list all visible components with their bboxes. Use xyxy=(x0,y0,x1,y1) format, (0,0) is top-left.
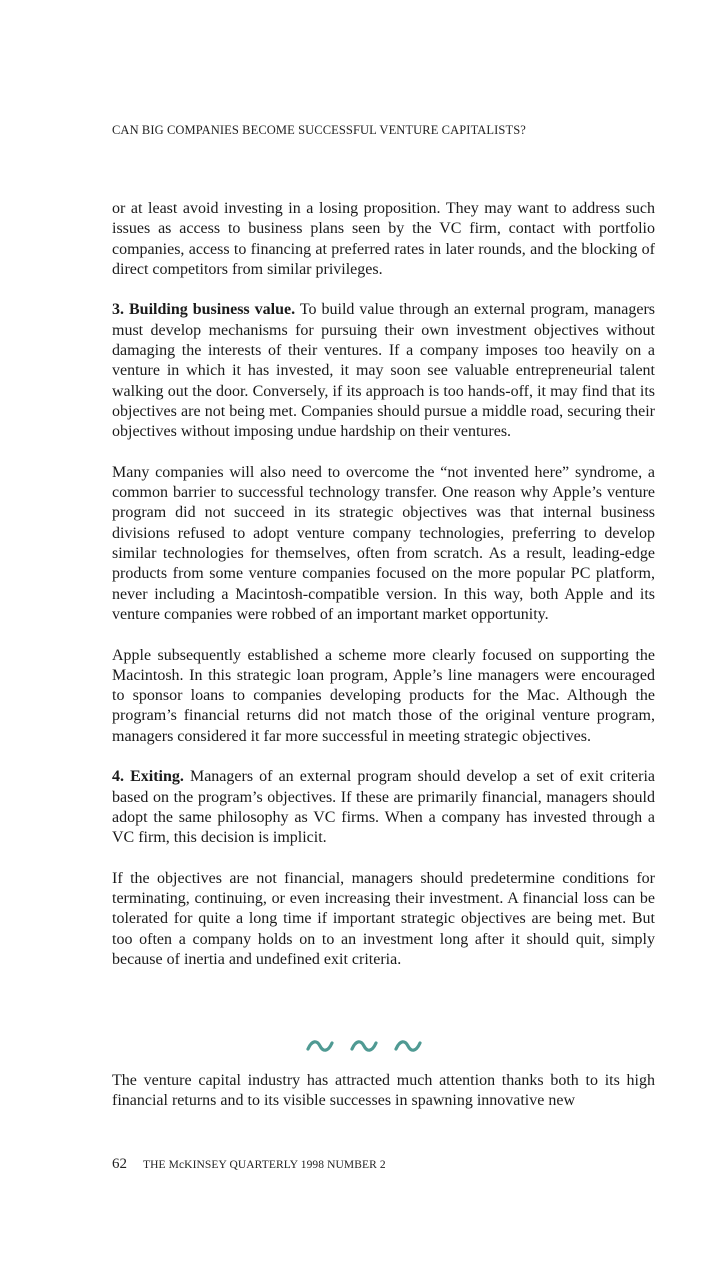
section-heading: 3. Building business value. xyxy=(112,301,296,319)
paragraph xyxy=(112,767,655,848)
wave-ornament-icon xyxy=(349,1037,379,1055)
journal-name: THE McKINSEY QUARTERLY 1998 NUMBER 2 xyxy=(143,1159,386,1171)
wave-ornament-icon xyxy=(393,1037,423,1055)
paragraph-text: To build value through an external program, managers must develop mechanisms for pursuing their own investment objectives without damaging the interests of their ventures. If a company imposes too heavily on a venture in which it has invested, it may soon see valuable entrepreneurial talent walking out the door. Conversely, if its approach is too hands-off, it may find that its objectives are not being met. Companies should pursue a middle road, securing their objectives without imposing undue hardship on their ventures. xyxy=(112,301,656,441)
paragraph: Many companies will also need to overcome the “not invented here” syndrome, a common barrier to successful technology transfer. One reason why Apple’s venture program did not succeed in its strategic objectives was that internal business divisions refused to adopt venture company technologies, preferring to develop similar technologies for themselves, often from scratch. As a result, leading-edge products from some venture companies focused on the more popular PC platform, never including a Macintosh-compatible version. In this way, both Apple and its venture companies were robbed of an important market opportunity. xyxy=(112,463,655,623)
paragraph: The venture capital industry has attracted much attention thanks both to its high financial returns and to its visible successes in spawning innovative new xyxy=(112,1072,655,1110)
section-divider xyxy=(0,1037,728,1061)
paragraph xyxy=(112,300,655,442)
paragraph: or at least avoid investing in a losing proposition. They may want to address such issues as access to business plans seen by the VC firm, contact with portfolio companies, access to financing at preferred rates in later rounds, and the blocking of direct competitors from similar privileges. xyxy=(112,200,655,278)
page-number: 62 xyxy=(112,1156,127,1172)
wave-ornament-icon xyxy=(305,1037,335,1055)
running-title: CAN BIG COMPANIES BECOME SUCCESSFUL VENTURE CAPITALISTS? xyxy=(112,123,526,137)
section-heading: 4. Exiting. xyxy=(112,768,184,786)
paragraph: If the objectives are not financial, managers should predetermine conditions for terminating, continuing, or even increasing their investment. A financial loss can be tolerated for quite a long time if important strategic objectives are being met. But too often a company holds on to an investment long after it should quit, simply because of inertia and undefined exit criteria. xyxy=(112,869,655,968)
page-footer xyxy=(112,1156,386,1173)
paragraph-text: Managers of an external program should develop a set of exit criteria based on the program’s objectives. If these are primarily financial, managers should adopt the same philosophy as VC firms. When a company has invested through a VC firm, this decision is implicit. xyxy=(112,768,655,847)
closing-paragraph-block xyxy=(112,1071,655,1112)
paragraph: Apple subsequently established a scheme more clearly focused on supporting the Macintosh. In this strategic loan program, Apple’s line managers were encouraged to sponsor loans to companies developing products for the Mac. Although the program’s financial returns did not match those of the original venture program, managers considered it far more successful in meeting strategic objectives. xyxy=(112,646,655,745)
article-body xyxy=(112,199,655,970)
